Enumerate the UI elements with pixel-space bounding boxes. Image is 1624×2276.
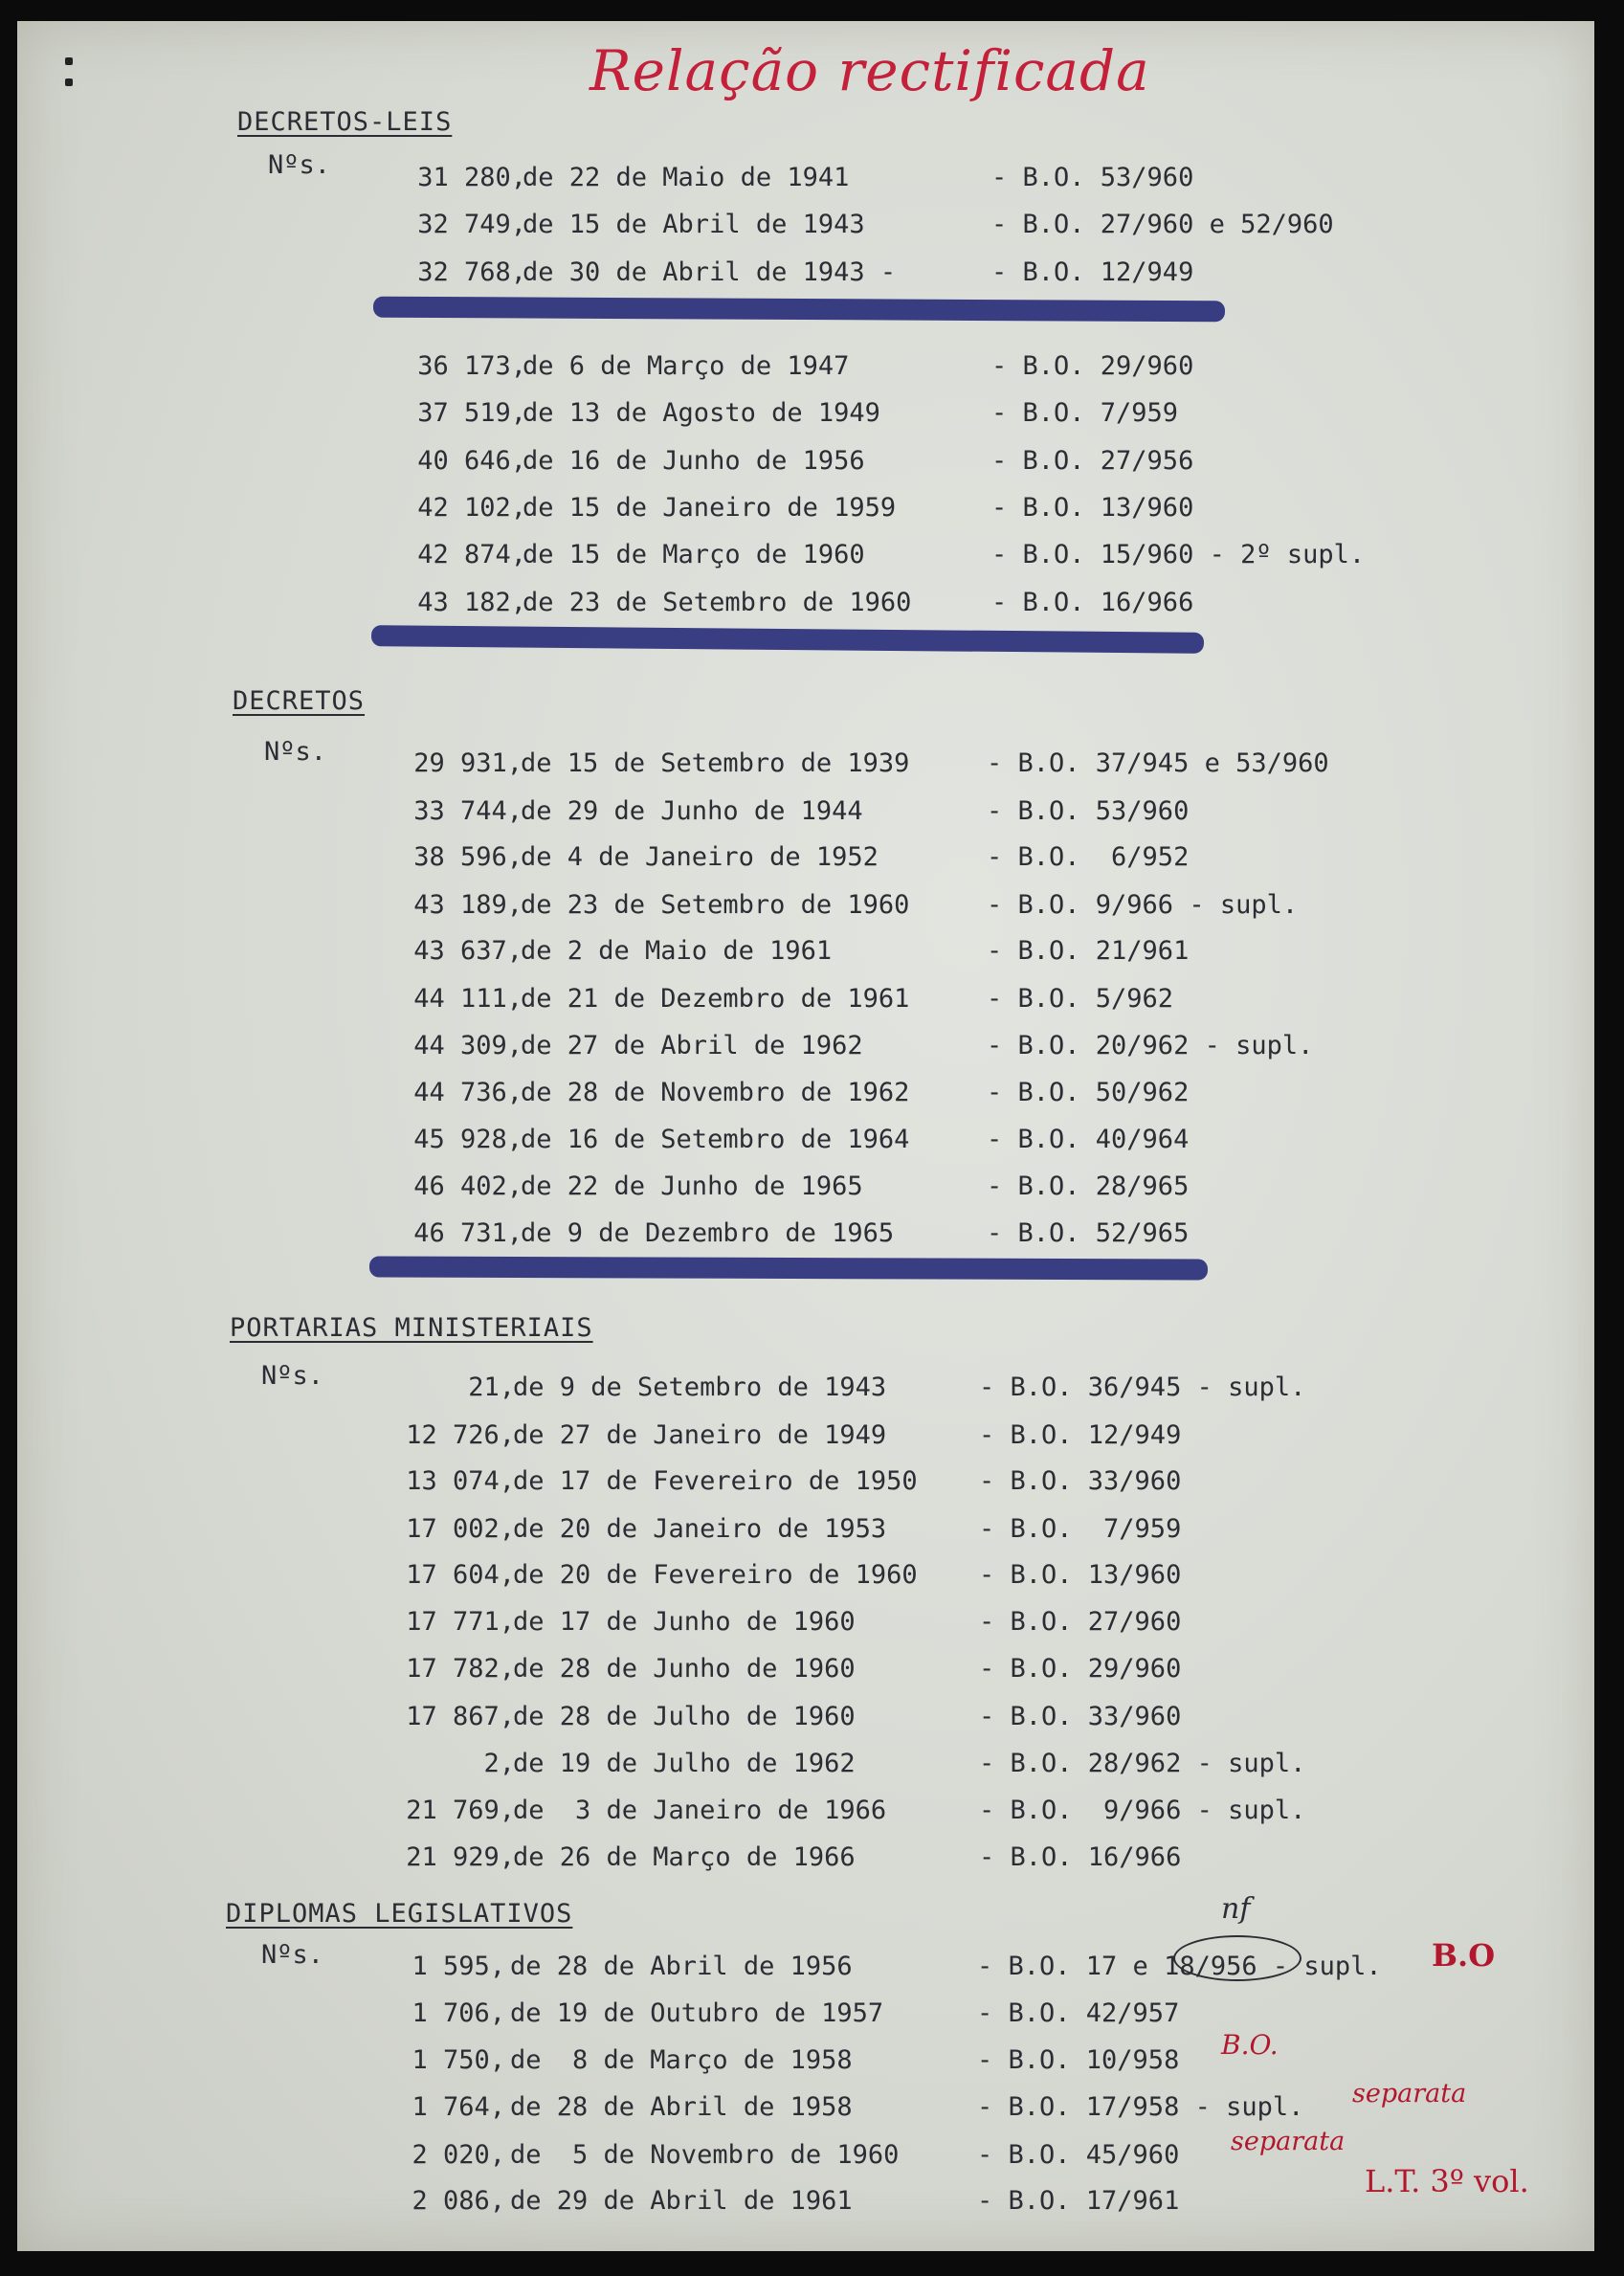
handwritten-title: Relação rectificada xyxy=(590,38,1150,103)
entry-number: 17 604, xyxy=(406,1560,515,1590)
entry-bulletin: - B.O. 45/960 xyxy=(977,2140,1180,2170)
entry-number: 42 102, xyxy=(417,493,526,523)
entry-bulletin: - B.O. 13/960 xyxy=(991,493,1194,523)
entry-date: de 22 de Junho de 1965 xyxy=(521,1171,863,1201)
entry-bulletin: - B.O. 21/961 xyxy=(987,936,1190,966)
entry-number: 1 750, xyxy=(412,2045,505,2075)
entry-number: 17 867, xyxy=(406,1702,515,1731)
entry-date: de 28 de Junho de 1960 xyxy=(513,1654,856,1684)
circled-reference xyxy=(1173,1935,1301,1981)
entry-date: de 26 de Março de 1966 xyxy=(513,1842,856,1872)
entry-number: 46 402, xyxy=(413,1171,523,1201)
entry-date: de 23 de Setembro de 1960 xyxy=(523,588,912,617)
entry-number: 21 929, xyxy=(406,1842,515,1872)
entry-date: de 13 de Agosto de 1949 xyxy=(523,398,880,428)
entry-date: de 15 de Março de 1960 xyxy=(523,540,865,569)
entry-bulletin: - B.O. 6/952 xyxy=(987,842,1190,872)
entry-number: 38 596, xyxy=(413,842,523,872)
entry-date: de 15 de Setembro de 1939 xyxy=(521,748,910,778)
entry-bulletin: - B.O. 9/966 - supl. xyxy=(987,890,1299,920)
entry-date: de 22 de Maio de 1941 xyxy=(523,163,850,192)
entry-number: 32 768, xyxy=(417,257,526,287)
entry-number: 46 731, xyxy=(413,1218,523,1248)
entry-date: de 9 de Dezembro de 1965 xyxy=(521,1218,895,1248)
entry-date: de 21 de Dezembro de 1961 xyxy=(521,984,910,1014)
section-heading-diplomas: DIPLOMAS LEGISLATIVOS xyxy=(226,1899,573,1929)
entry-date: de 20 de Janeiro de 1953 xyxy=(513,1514,887,1544)
entry-bulletin: - B.O. 16/966 xyxy=(979,1842,1182,1872)
entry-date: de 8 de Março de 1958 xyxy=(510,2045,853,2075)
punch-hole xyxy=(65,57,73,65)
entry-number: 44 736, xyxy=(413,1078,523,1107)
entry-bulletin: - B.O. 33/960 xyxy=(979,1466,1182,1496)
punch-hole xyxy=(65,78,73,86)
entry-date: de 15 de Abril de 1943 xyxy=(523,210,865,239)
entry-date: de 19 de Julho de 1962 xyxy=(513,1749,856,1778)
entry-date: de 30 de Abril de 1943 - xyxy=(523,257,897,287)
entry-number: 21, xyxy=(468,1372,515,1402)
entry-number: 13 074, xyxy=(406,1466,515,1496)
entry-number: 37 519, xyxy=(417,398,526,428)
entry-date: de 4 de Janeiro de 1952 xyxy=(521,842,879,872)
numbers-prefix: Nºs. xyxy=(261,1940,324,1970)
entry-bulletin: - B.O. 53/960 xyxy=(991,163,1194,192)
entry-date: de 6 de Março de 1947 xyxy=(523,351,850,381)
entry-date: de 17 de Fevereiro de 1950 xyxy=(513,1466,918,1496)
entry-date: de 16 de Setembro de 1964 xyxy=(521,1125,910,1154)
entry-number: 29 931, xyxy=(413,748,523,778)
entry-bulletin: - B.O. 17/961 xyxy=(977,2186,1180,2216)
entry-date: de 28 de Abril de 1958 xyxy=(510,2092,853,2122)
entry-number: 44 309, xyxy=(413,1031,523,1060)
entry-date: de 19 de Outubro de 1957 xyxy=(510,1998,884,2028)
entry-date: de 27 de Abril de 1962 xyxy=(521,1031,863,1060)
entry-number: 2 020, xyxy=(412,2140,505,2170)
deleted-line-strike xyxy=(371,625,1204,654)
section-heading-decretos-leis: DECRETOS-LEIS xyxy=(237,107,453,137)
entry-bulletin: - B.O. 40/964 xyxy=(987,1125,1190,1154)
entry-date: de 28 de Novembro de 1962 xyxy=(521,1078,910,1107)
entry-bulletin: - B.O. 12/949 xyxy=(991,257,1194,287)
entry-bulletin: - B.O. 28/965 xyxy=(987,1171,1190,1201)
entry-date: de 16 de Junho de 1956 xyxy=(523,446,865,476)
section-heading-portarias: PORTARIAS MINISTERIAIS xyxy=(230,1313,593,1343)
entry-date: de 23 de Setembro de 1960 xyxy=(521,890,910,920)
entry-number: 36 173, xyxy=(417,351,526,381)
entry-date: de 9 de Setembro de 1943 xyxy=(513,1372,887,1402)
entry-bulletin: - B.O. 10/958 xyxy=(977,2045,1180,2075)
entry-number: 17 782, xyxy=(406,1654,515,1684)
document-page xyxy=(17,21,1594,2251)
entry-bulletin: - B.O. 29/960 xyxy=(991,351,1194,381)
entry-date: de 29 de Abril de 1961 xyxy=(510,2186,853,2216)
entry-bulletin: - B.O. 7/959 xyxy=(979,1514,1182,1544)
annotation-lt-volume: L.T. 3º vol. xyxy=(1365,2163,1529,2199)
entry-bulletin: - B.O. 28/962 - supl. xyxy=(979,1749,1306,1778)
entry-number: 42 874, xyxy=(417,540,526,569)
entry-bulletin: - B.O. 20/962 - supl. xyxy=(987,1031,1314,1060)
entry-number: 1 706, xyxy=(412,1998,505,2028)
entry-bulletin: - B.O. 5/962 xyxy=(987,984,1174,1014)
entry-bulletin: - B.O. 27/956 xyxy=(991,446,1194,476)
entry-bulletin: - B.O. 36/945 - supl. xyxy=(979,1372,1306,1402)
entry-bulletin: - B.O. 42/957 xyxy=(977,1998,1180,2028)
entry-number: 17 771, xyxy=(406,1607,515,1637)
entry-number: 40 646, xyxy=(417,446,526,476)
entry-bulletin: - B.O. 50/962 xyxy=(987,1078,1190,1107)
entry-bulletin: - B.O. 27/960 e 52/960 xyxy=(991,210,1334,239)
deleted-line-strike xyxy=(369,1256,1208,1280)
entry-date: de 29 de Junho de 1944 xyxy=(521,796,863,826)
entry-number: 21 769, xyxy=(406,1796,515,1825)
entry-bulletin: - B.O. 37/945 e 53/960 xyxy=(987,748,1329,778)
entry-bulletin: - B.O. 17/958 - supl. xyxy=(977,2092,1304,2122)
annotation-separata-2: separata xyxy=(1231,2127,1346,2156)
entry-date: de 5 de Novembro de 1960 xyxy=(510,2140,900,2170)
entry-bulletin: - B.O. 9/966 - supl. xyxy=(979,1796,1306,1825)
entry-bulletin: - B.O. 13/960 xyxy=(979,1560,1182,1590)
entry-number: 43 189, xyxy=(413,890,523,920)
entry-date: de 28 de Julho de 1960 xyxy=(513,1702,856,1731)
section-heading-decretos: DECRETOS xyxy=(233,686,366,716)
entry-number: 44 111, xyxy=(413,984,523,1014)
annotation-bo-2: B.O. xyxy=(1221,2029,1279,2061)
entry-bulletin: - B.O. 29/960 xyxy=(979,1654,1182,1684)
entry-number: 2 086, xyxy=(412,2186,505,2216)
entry-bulletin: - B.O. 15/960 - 2º supl. xyxy=(991,540,1366,569)
entry-number: 2, xyxy=(483,1749,515,1778)
entry-date: de 27 de Janeiro de 1949 xyxy=(513,1420,887,1450)
entry-date: de 28 de Abril de 1956 xyxy=(510,1952,853,1981)
entry-date: de 15 de Janeiro de 1959 xyxy=(523,493,897,523)
entry-number: 43 637, xyxy=(413,936,523,966)
entry-bulletin: - B.O. 52/965 xyxy=(987,1218,1190,1248)
entry-number: 43 182, xyxy=(417,588,526,617)
entry-date: de 17 de Junho de 1960 xyxy=(513,1607,856,1637)
entry-number: 12 726, xyxy=(406,1420,515,1450)
entry-date: de 20 de Fevereiro de 1960 xyxy=(513,1560,918,1590)
entry-bulletin: - B.O. 53/960 xyxy=(987,796,1190,826)
annotation-bo: B.O xyxy=(1432,1937,1496,1974)
entry-number: 33 744, xyxy=(413,796,523,826)
annotation-separata: separata xyxy=(1352,2079,1467,2109)
entry-bulletin: - B.O. 33/960 xyxy=(979,1702,1182,1731)
entry-number: 45 928, xyxy=(413,1125,523,1154)
entry-bulletin: - B.O. 12/949 xyxy=(979,1420,1182,1450)
numbers-prefix: Nºs. xyxy=(261,1361,324,1391)
entry-bulletin: - B.O. 7/959 xyxy=(991,398,1179,428)
entry-bulletin: - B.O. 27/960 xyxy=(979,1607,1182,1637)
entry-bulletin: - B.O. 17 e 18/956 - supl. xyxy=(977,1952,1382,1981)
entry-number: 32 749, xyxy=(417,210,526,239)
entry-number: 17 002, xyxy=(406,1514,515,1544)
entry-number: 1 764, xyxy=(412,2092,505,2122)
deleted-line-strike xyxy=(373,297,1225,323)
annotation-nf: nf xyxy=(1221,1892,1251,1926)
entry-number: 31 280, xyxy=(417,163,526,192)
entry-bulletin: - B.O. 16/966 xyxy=(991,588,1194,617)
entry-date: de 2 de Maio de 1961 xyxy=(521,936,833,966)
entry-date: de 3 de Janeiro de 1966 xyxy=(513,1796,887,1825)
numbers-prefix: Nºs. xyxy=(264,737,327,767)
numbers-prefix: Nºs. xyxy=(268,150,331,180)
entry-number: 1 595, xyxy=(412,1952,505,1981)
